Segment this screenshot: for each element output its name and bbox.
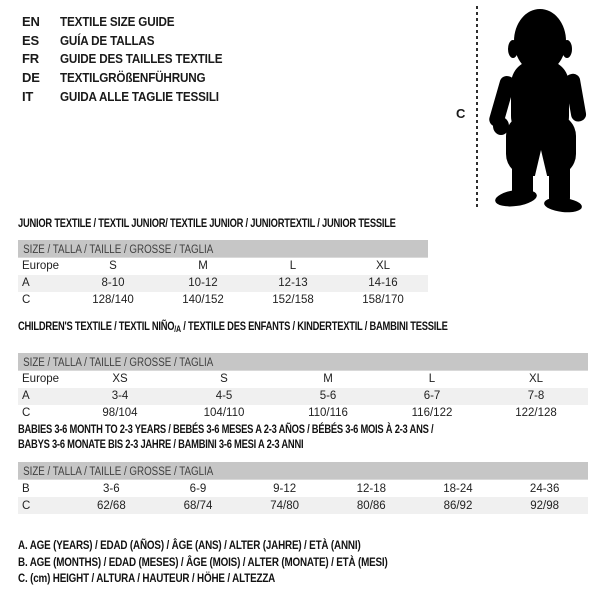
size-value-cell: 9-12	[273, 482, 297, 495]
table-title-line	[18, 216, 396, 231]
table-title	[18, 422, 588, 451]
table-title-line	[18, 422, 463, 437]
babies-textile-section	[18, 422, 588, 514]
language-code: DE	[22, 69, 40, 85]
language-code: EN	[22, 13, 40, 29]
size-value-cell: 24-36	[529, 482, 560, 495]
baby-silhouette	[486, 4, 596, 214]
size-value-cell: 10-12	[188, 277, 218, 289]
size-value-cell: 92/98	[530, 499, 560, 512]
size-value-cell: 110/116	[308, 407, 348, 419]
size-value-cell: 3-4	[111, 390, 129, 402]
language-title: GUIDA ALLE TAGLIE TESSILI	[60, 88, 219, 104]
size-value-cell: 116/122	[411, 407, 453, 419]
size-value-cell: 7-8	[527, 390, 545, 402]
table-row	[18, 292, 428, 309]
size-value-cell: 68/74	[183, 499, 213, 512]
language-title: TEXTILGRÖßENFÜHRUNG	[60, 69, 206, 85]
size-value-cell: 12-18	[356, 482, 386, 495]
size-value-cell: 14-16	[368, 277, 398, 289]
size-value-cell: S	[220, 373, 228, 385]
children-textile-section	[18, 319, 588, 422]
size-value-cell: 86/92	[443, 499, 473, 512]
language-title: TEXTILE SIZE GUIDE	[60, 13, 175, 29]
language-code: ES	[22, 32, 39, 48]
row-label: C	[22, 294, 31, 306]
row-label: B	[22, 482, 30, 495]
row-label: A	[22, 277, 30, 289]
table-title-line	[18, 319, 463, 337]
size-value-cell: L	[428, 373, 436, 385]
baby-figure-block	[450, 4, 598, 216]
language-row	[22, 12, 240, 31]
babies-size-table	[18, 480, 588, 514]
table-title-subscript: /A	[174, 324, 181, 334]
size-value-cell: 62/68	[96, 499, 126, 512]
table-row	[18, 405, 588, 422]
size-value-cell: XS	[112, 373, 128, 385]
size-header-text: SIZE / TALLA / TAILLE / GRÖSSE / TAGLIA	[23, 466, 214, 478]
table-title-text: / TEXTILE DES ENFANTS / KINDERTEXTIL / BAMBINI TESSILE	[180, 319, 448, 333]
size-value-cell: 18-24	[443, 482, 473, 495]
height-dimension-label: C	[456, 106, 466, 121]
size-value-cell: 5-6	[319, 390, 337, 402]
table-title-text: BABIES 3-6 MONTH TO 2-3 YEARS / BEBÉS 3-6 MESES A 2-3 AÑOS / BÉBÉS 3-6 MOIS À 2-3 ANS /	[18, 422, 434, 436]
table-title-text: CHILDREN'S TEXTILE / TEXTIL NIÑO	[18, 319, 175, 333]
legend-notes	[18, 537, 469, 587]
table-title	[18, 319, 588, 337]
size-value-cell: 3-6	[103, 482, 120, 495]
children-size-table	[18, 371, 588, 422]
table-row	[18, 480, 588, 497]
language-header	[22, 12, 240, 105]
language-title: GUIDE DES TAILLES TEXTILE	[60, 51, 223, 67]
size-header-band	[18, 353, 588, 371]
row-label: A	[22, 390, 30, 402]
legend-note-a: A. AGE (YEARS) / EDAD (AÑOS) / ÂGE (ANS) / ALTER (JAHRE) / ETÀ (ANNI)	[18, 538, 361, 552]
row-label: Europe	[22, 373, 60, 385]
table-row	[18, 371, 588, 388]
size-value-cell: 74/80	[270, 499, 300, 512]
table-title-text: JUNIOR TEXTILE / TEXTIL JUNIOR/ TEXTILE JUNIOR / JUNIORTEXTIL / JUNIOR TESSILE	[18, 216, 396, 230]
table-title-line	[18, 437, 463, 452]
size-header-band	[18, 462, 588, 480]
row-label: C	[22, 407, 31, 419]
size-value-cell: 4-5	[215, 390, 233, 402]
size-value-cell: L	[289, 260, 297, 272]
size-header-text: SIZE / TALLA / TAILLE / GRÖSSE / TAGLIA	[23, 243, 214, 256]
language-row	[22, 31, 240, 50]
size-value-cell: 128/140	[92, 294, 134, 306]
language-row	[22, 68, 240, 87]
language-row	[22, 49, 240, 68]
language-code: IT	[22, 88, 34, 104]
language-row	[22, 87, 240, 106]
table-row	[18, 275, 428, 292]
size-value-cell: 122/128	[515, 407, 557, 419]
size-value-cell: M	[198, 260, 208, 272]
size-value-cell: 6-9	[189, 482, 207, 495]
row-label: Europe	[22, 260, 60, 272]
size-value-cell: XL	[528, 373, 544, 385]
junior-textile-section	[18, 216, 428, 309]
junior-size-table	[18, 258, 428, 309]
table-title	[18, 216, 428, 231]
height-dimension-line	[476, 6, 478, 210]
table-row	[18, 258, 428, 275]
legend-note-b: B. AGE (MONTHS) / EDAD (MESES) / ÂGE (MOIS) / ALTER (MONATE) / ETÀ (MESI)	[18, 554, 388, 569]
size-value-cell: 12-13	[278, 277, 308, 289]
size-header-band	[18, 240, 428, 258]
size-value-cell: M	[323, 373, 333, 385]
language-code: FR	[22, 51, 39, 67]
language-title: GUÍA DE TALLAS	[60, 32, 155, 48]
size-value-cell: S	[109, 260, 117, 272]
size-value-cell: 6-7	[423, 390, 441, 402]
size-value-cell: 152/158	[272, 294, 314, 306]
table-row	[18, 388, 588, 405]
table-title-text: BABYS 3-6 MONATE BIS 2-3 JAHRE / BAMBINI 3-6 MESI A 2-3 ANNI	[18, 436, 304, 451]
legend-note-c: C. (cm) HEIGHT / ALTURA / HAUTEUR / HÖHE / ALTEZZA	[18, 571, 276, 585]
size-value-cell: 104/110	[203, 407, 245, 419]
size-value-cell: XL	[375, 260, 391, 272]
row-label: C	[22, 499, 31, 512]
table-row	[18, 497, 588, 514]
size-value-cell: 140/152	[182, 294, 224, 306]
size-header-text: SIZE / TALLA / TAILLE / GRÖSSE / TAGLIA	[23, 356, 214, 369]
size-value-cell: 8-10	[101, 277, 125, 289]
size-value-cell: 98/104	[102, 407, 138, 419]
size-value-cell: 80/86	[356, 499, 386, 512]
size-value-cell: 158/170	[362, 294, 404, 306]
